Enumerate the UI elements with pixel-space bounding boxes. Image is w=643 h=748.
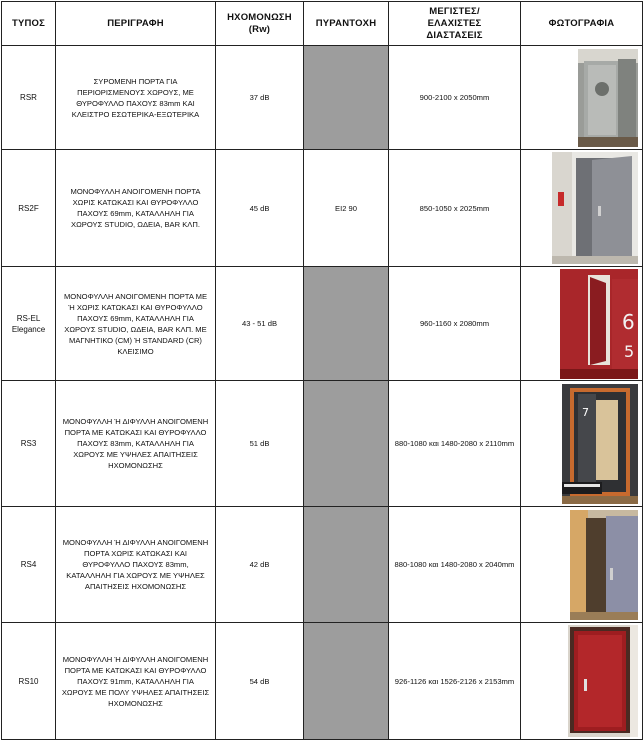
type-cell [2, 623, 56, 740]
description-text: ΜΟΝΟΦΥΛΛΗ Ή ΔΙΦΥΛΛΗ ΑΝΟΙΓΟΜΕΝΗ ΠΟΡΤΑ ΜΕ ΚΑΤΩΚΑΣΙ ΚΑΙ ΘΥΡΟΦΥΛΛΟ ΠΑΧΟΥΣ 83mm, ΚΑΤΑΛΛΗΛΗ ΓΙΑ ΧΩΡΟΥΣ ΜΕ ΥΨΗΛΕΣ ΑΠΑΙΤΗΣΕΙΣ ΗΧΟΜΟΝΩΣΗΣ [62, 417, 209, 470]
photo-cell [521, 507, 643, 623]
table-row [2, 507, 643, 623]
svg-text:6: 6 [622, 309, 635, 334]
type-label: RSR [20, 93, 37, 102]
type-label: RS3 [20, 439, 37, 448]
table-row [2, 150, 643, 267]
fire-cell [304, 507, 389, 623]
red-door-photo [560, 269, 638, 379]
header-photo: ΦΩΤΟΓΡΑΦΙΑ [521, 2, 643, 46]
description-cell [56, 267, 216, 381]
sound-cell: 43 - 51 dB [216, 267, 304, 381]
description-text: ΜΟΝΟΦΥΛΛΗ Ή ΔΙΦΥΛΛΗ ΑΝΟΙΓΟΜΕΝΗ ΠΟΡΤΑ ΧΩΡΙΣ ΚΑΤΩΚΑΣΙ ΚΑΙ ΘΥΡΟΦΥΛΛΟ ΠΑΧΟΥΣ 83mm, ΚΑΤΑΛΛΗΛΗ ΓΙΑ ΧΩΡΟΥΣ ΜΕ ΥΨΗΛΕΣ ΑΠΑΙΤΗΣΕΙΣ ΗΧΟΜΟΝΩΣΗΣ [62, 538, 209, 591]
dimensions-cell: 900-2100 x 2050mm [389, 46, 521, 150]
grey-door-photo [552, 152, 638, 264]
fire-cell [304, 623, 389, 740]
table-row [2, 46, 643, 150]
sound-cell: 45 dB [216, 150, 304, 267]
svg-text:5: 5 [624, 341, 635, 361]
header-dims-line1: ΜΕΓΙΣΤΕΣ/ [429, 5, 480, 17]
header-sound-line2: (Rw) [248, 23, 271, 35]
red-door-frame-photo [568, 625, 638, 737]
header-sound [216, 2, 304, 46]
table-row [2, 623, 643, 740]
sound-cell: 42 dB [216, 507, 304, 623]
description-text: ΜΟΝΟΦΥΛΛΗ ΑΝΟΙΓΟΜΕΝΗ ΠΟΡΤΑ ΧΩΡΙΣ ΚΑΤΩΚΑΣΙ ΚΑΙ ΘΥΡΟΦΥΛΛΟ ΠΑΧΟΥΣ 69mm, ΚΑΤΑΛΛΗΛΗ ΓΙΑ ΧΩΡΟΥΣ STUDIO, ΩΔΕΙΑ, BAR ΚΛΠ. [70, 187, 201, 229]
type-label: RS4 [20, 560, 37, 569]
header-fire: ΠΥΡΑΝΤΟΧΗ [304, 2, 389, 46]
sound-cell: 51 dB [216, 381, 304, 507]
description-cell [56, 381, 216, 507]
description-text: ΣΥΡΟΜΕΝΗ ΠΟΡΤΑ ΓΙΑ ΠΕΡΙΟΡΙΣΜΕΝΟΥΣ ΧΩΡΟΥΣ, ΜΕ ΘΥΡΟΦΥΛΛΟ ΠΑΧΟΥΣ 83mm ΚΑΙ ΚΛΕΙΣΤΡΟ ΕΣΩΤΕΡΙΚΑ-ΕΞΩΤΕΡΙΚΑ [71, 76, 200, 119]
dimensions-cell: 850-1050 x 2025mm [389, 150, 521, 267]
type-label: RS-EL [16, 313, 41, 323]
type-cell [2, 381, 56, 507]
description-cell [56, 507, 216, 623]
header-type: ΤΥΠΟΣ [2, 2, 56, 46]
sliding-door-photo [578, 49, 638, 147]
dimensions-cell: 880-1080 και 1480-2080 x 2040mm [389, 507, 521, 623]
description-cell [56, 150, 216, 267]
dimensions-cell: 926-1126 και 1526-2126 x 2153mm [389, 623, 521, 740]
description-cell [56, 623, 216, 740]
door-spec-table [1, 1, 643, 740]
photo-cell [521, 150, 643, 267]
sound-cell: 54 dB [216, 623, 304, 740]
type-label: RS10 [18, 676, 39, 686]
photo-cell [521, 623, 643, 740]
header-dimensions [389, 2, 521, 46]
fire-cell [304, 267, 389, 381]
type-cell [2, 267, 56, 381]
blue-grey-door-photo [570, 510, 638, 620]
fire-cell [304, 46, 389, 150]
type-cell [2, 507, 56, 623]
dark-door-photo [562, 384, 638, 504]
header-sound-line1: ΗΧΟΜΟΝΩΣΗ [227, 11, 292, 23]
header-description: ΠΕΡΙΓΡΑΦΗ [56, 2, 216, 46]
type-label: RS2F [18, 203, 39, 213]
description-cell [56, 46, 216, 150]
table-header-row [2, 2, 643, 46]
photo-cell [521, 381, 643, 507]
header-dims-line2: ΕΛΑΧΙΣΤΕΣ [427, 17, 482, 29]
header-dims-line3: ΔΙΑΣΤΑΣΕΙΣ [426, 29, 483, 41]
fire-cell [304, 381, 389, 507]
dimensions-cell: 960-1160 x 2080mm [389, 267, 521, 381]
type-label-sub: Elegance [11, 324, 46, 334]
sound-cell: 37 dB [216, 46, 304, 150]
type-cell [2, 150, 56, 267]
dimensions-cell: 880-1080 και 1480-2080 x 2110mm [389, 381, 521, 507]
photo-cell [521, 267, 643, 381]
svg-text:7: 7 [582, 405, 589, 419]
table-row [2, 267, 643, 381]
type-cell [2, 46, 56, 150]
fire-cell: EI2 90 [304, 150, 389, 267]
table-row [2, 381, 643, 507]
photo-cell [521, 46, 643, 150]
description-text: ΜΟΝΟΦΥΛΛΗ ΑΝΟΙΓΟΜΕΝΗ ΠΟΡΤΑ ΜΕ Ή ΧΩΡΙΣ ΚΑΤΩΚΑΣΙ ΚΑΙ ΘΥΡΟΦΥΛΛΟ ΠΑΧΟΥΣ 69mm, ΚΑΤΑΛΛΗΛΗ ΓΙΑ ΧΩΡΟΥΣ STUDIO, ΩΔΕΙΑ, BAR ΚΛΠ. ΜΕ ΜΑΓΝΗΤΙΚΟ (CM) Ή STANDARD (CR) ΚΛΕΙΣΙΜΟ [63, 291, 208, 356]
description-text: ΜΟΝΟΦΥΛΛΗ Ή ΔΙΦΥΛΛΗ ΑΝΟΙΓΟΜΕΝΗ ΠΟΡΤΑ ΜΕ ΚΑΤΩΚΑΣΙ ΚΑΙ ΘΥΡΟΦΥΛΛΟ ΠΑΧΟΥΣ 91mm, ΚΑΤΑΛΛΗΛΗ ΓΙΑ ΧΩΡΟΥΣ ΜΕ ΠΟΛΥ ΥΨΗΛΕΣ ΑΠΑΙΤΗΣΕΙΣ ΗΧΟΜΟΝΩΣΗΣ [61, 654, 210, 708]
